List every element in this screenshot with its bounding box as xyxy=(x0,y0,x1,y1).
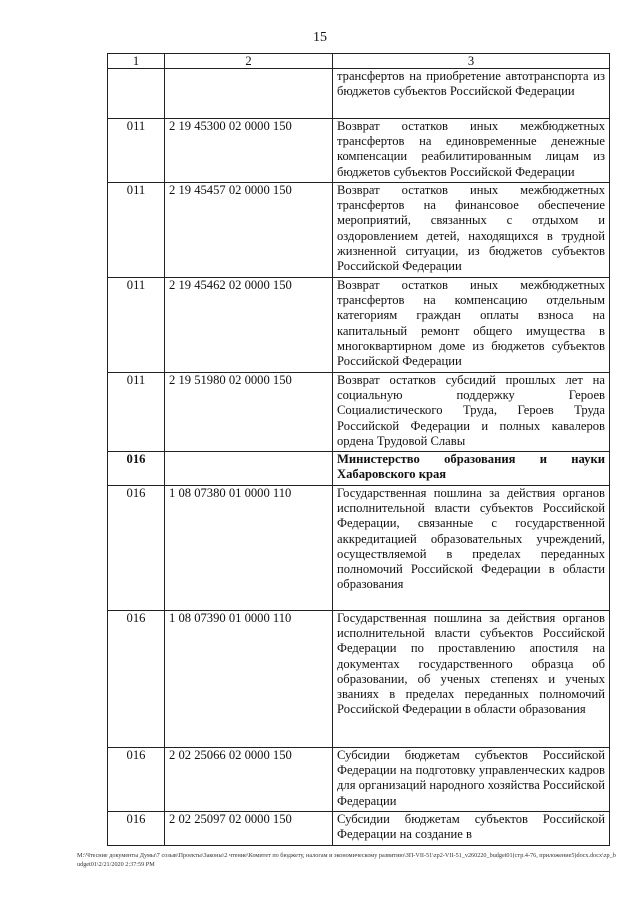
table-row xyxy=(108,69,610,119)
table-row xyxy=(108,611,610,748)
income-description-cell: Возврат остатков субсидий прошлых лет на социальную поддержку Героев Социалистического Труда, Героев Труда Российской Федерации и полных кавалеров ордена Трудовой Славы xyxy=(333,373,610,452)
table-row xyxy=(108,812,610,846)
income-description-cell: Государственная пошлина за действия органов исполнительной власти субъектов Российской Федерации, связанные с государственной аккредитацией образовательных учреждений, осуществляемой в пределах переданных полномочий Российской Федерации в области образования xyxy=(333,486,610,611)
admin-code-cell: 011 xyxy=(108,183,165,278)
income-description-cell: трансфертов на приобретение автотранспорта из бюджетов субъектов Российской Федерации xyxy=(333,69,610,119)
file-path-footer: М:\Чтесние документы Думы\7 созыв\Проекты\Законы\2 чтение\Комитет по бюджету, налогам и экономическому развитию\ЗП-VII-51\zp2-VII-51_v260220_budget01(стр.4-76, приложение5)docx.docx\zp_budget01\2/21/2020 2:37:59 PM xyxy=(77,852,616,868)
income-description-cell: Возврат остатков иных межбюджетных трансфертов на компенсацию отдельным категориям граждан оплаты взноса на капитальный ремонт общего имущества в многоквартирном доме из бюджетов субъектов Российской Федерации xyxy=(333,278,610,373)
admin-code-cell: 011 xyxy=(108,373,165,452)
page-number: 15 xyxy=(313,30,327,45)
admin-code-cell: 016 xyxy=(108,611,165,748)
income-description-cell: Субсидии бюджетам субъектов Российской Федерации на создание в xyxy=(333,812,610,846)
table-row xyxy=(108,452,610,486)
admin-code-cell: 011 xyxy=(108,119,165,183)
table-header-row xyxy=(108,54,610,69)
budget-code-cell: 2 02 25066 02 0000 150 xyxy=(165,748,333,812)
column-header: 1 xyxy=(108,54,165,69)
budget-code-cell: 1 08 07380 01 0000 110 xyxy=(165,486,333,611)
budget-code-cell: 2 19 51980 02 0000 150 xyxy=(165,373,333,452)
admin-code-cell: 016 xyxy=(108,452,165,486)
column-header: 3 xyxy=(333,54,610,69)
admin-code-cell xyxy=(108,69,165,119)
income-description-cell: Государственная пошлина за действия органов исполнительной власти субъектов Российской Федерации по проставлению апостиля на документах государственного образца об образовании, об ученых степенях и ученых званиях в пределах переданных полномочий Российской Федерации в области образования xyxy=(333,611,610,748)
table-row xyxy=(108,486,610,611)
budget-code-cell: 2 19 45457 02 0000 150 xyxy=(165,183,333,278)
admin-code-cell: 016 xyxy=(108,486,165,611)
income-description-cell: Министерство образования и науки Хабаровского края xyxy=(333,452,610,486)
table-row xyxy=(108,119,610,183)
admin-code-cell: 016 xyxy=(108,812,165,846)
budget-classification-table xyxy=(107,53,610,846)
budget-code-cell xyxy=(165,69,333,119)
budget-code-cell: 2 19 45462 02 0000 150 xyxy=(165,278,333,373)
income-description-cell: Субсидии бюджетам субъектов Российской Федерации на подготовку управленческих кадров для организаций народного хозяйства Российской Федерации xyxy=(333,748,610,812)
budget-code-cell xyxy=(165,452,333,486)
budget-code-cell: 2 02 25097 02 0000 150 xyxy=(165,812,333,846)
table-row xyxy=(108,373,610,452)
income-description-cell: Возврат остатков иных межбюджетных трансфертов на финансовое обеспечение мероприятий, связанных с отдыхом и оздоровлением детей, находящихся в трудной жизненной ситуации, из бюджетов субъектов Российской Федерации xyxy=(333,183,610,278)
table-row xyxy=(108,748,610,812)
income-description-cell: Возврат остатков иных межбюджетных трансфертов на единовременные денежные компенсации реабилитированным лицам из бюджетов субъектов Российской Федерации xyxy=(333,119,610,183)
admin-code-cell: 011 xyxy=(108,278,165,373)
budget-code-cell: 1 08 07390 01 0000 110 xyxy=(165,611,333,748)
admin-code-cell: 016 xyxy=(108,748,165,812)
budget-code-cell: 2 19 45300 02 0000 150 xyxy=(165,119,333,183)
table-row xyxy=(108,278,610,373)
table-row xyxy=(108,183,610,278)
column-header: 2 xyxy=(165,54,333,69)
